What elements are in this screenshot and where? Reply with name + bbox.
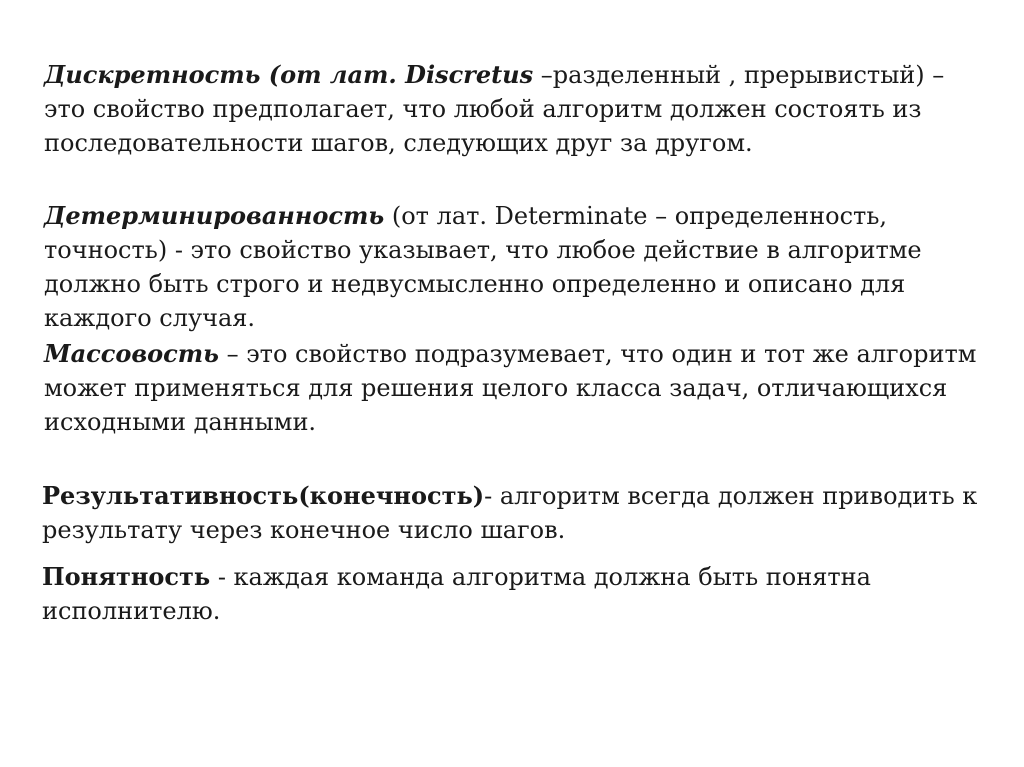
discreteness-line-3: последовательности шагов, следующих друг за другом.: [44, 129, 753, 157]
determinacy-line-2: точность) - это свойство указывает, что любое действие в алгоритме: [44, 236, 922, 264]
discreteness-line-2: это свойство предполагает, что любой алгоритм должен состоять из: [44, 95, 922, 123]
clarity-term: Понятность: [42, 562, 211, 591]
effectiveness-term: Результативность(конечность): [42, 481, 485, 510]
determinacy-line-1: [44, 199, 994, 233]
clarity-line-1: [42, 560, 992, 594]
mass-line-1-text: – это свойство подразумевает, что один и тот же алгоритм: [218, 340, 977, 368]
determinacy-term: Детерминированность: [44, 201, 385, 230]
mass-line-2: может применяться для решения целого класса задач, отличающихся: [44, 374, 948, 402]
mass-line-3: исходными данными.: [44, 408, 317, 436]
mass-term: Массовость: [44, 339, 219, 368]
effectiveness-line-2: результату через конечное число шагов.: [42, 516, 566, 544]
determinacy-definition: [44, 199, 994, 335]
clarity-line-1-text: - каждая команда алгоритма должна быть понятна: [210, 563, 871, 591]
effectiveness-definition: [42, 479, 992, 547]
discreteness-definition: [44, 58, 994, 160]
mass-line-1: [44, 337, 994, 371]
mass-definition: [44, 337, 994, 439]
clarity-definition: [42, 560, 992, 628]
effectiveness-line-1-text: - алгоритм всегда должен приводить к: [484, 482, 978, 510]
discreteness-line-1: [44, 58, 994, 92]
determinacy-line-3: должно быть строго и недвусмысленно определенно и описано для: [44, 270, 906, 298]
clarity-line-2: исполнителю.: [42, 597, 221, 625]
discreteness-line-1-text: –разделенный , прерывистый) –: [533, 61, 945, 89]
determinacy-line-4: каждого случая.: [44, 304, 256, 332]
effectiveness-line-1: [42, 479, 992, 513]
discreteness-term: Дискретность (от лат. Discretus: [44, 60, 534, 89]
determinacy-line-1-text: (от лат. Determinate – определенность,: [384, 202, 888, 230]
